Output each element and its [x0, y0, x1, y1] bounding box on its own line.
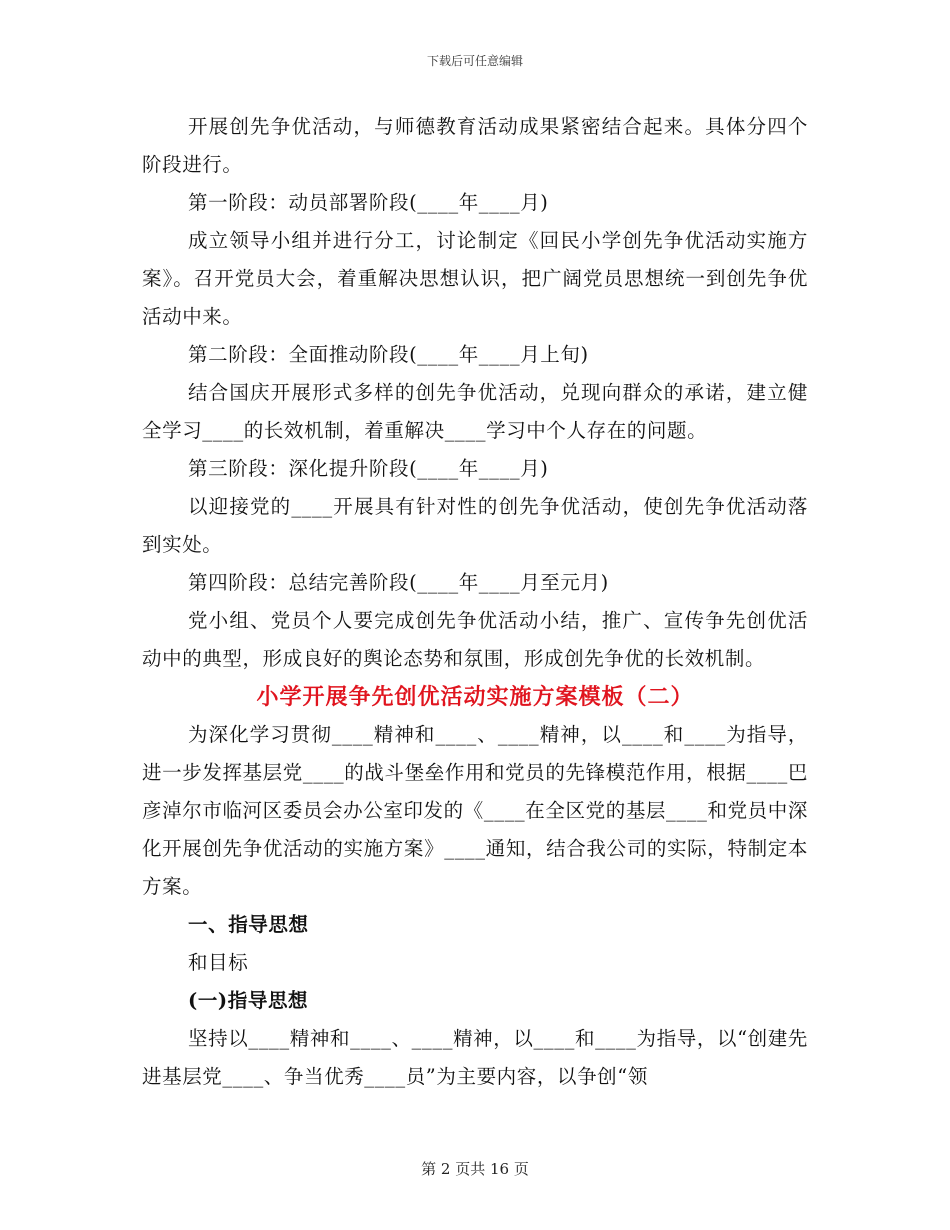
- page-header: 下载后可任意编辑: [426, 54, 523, 68]
- paragraph: 和目标: [188, 951, 249, 974]
- paragraph: 为深化学习贯彻____精神和____、____精神，以____和____为指导，进一步发挥基层党____的战斗堡垒作用和党员的先锋模范作用，根据____巴彦淖尔市临河区委员会办公室印发的《____在全区党的基层____和党员中深化开展创先争优活动的实施方案》____通知，结合我公司的实际，特制定本方案。: [142, 723, 808, 898]
- page-footer: 第 2 页共 16 页: [421, 1160, 529, 1178]
- paragraph: 开展创先争优活动，与师德教育活动成果紧密结合起来。具体分四个阶段进行。: [142, 115, 808, 176]
- section-title: 小学开展争先创优活动实施方案模板（二）: [256, 684, 694, 710]
- stage-heading: 第四阶段：总结完善阶段(____年____月至元月): [188, 571, 609, 594]
- paragraph: 以迎接党的____开展具有针对性的创先争优活动，使创先争优活动落到实处。: [142, 495, 808, 556]
- paragraph: 结合国庆开展形式多样的创先争优活动，兑现向群众的承诺，建立健全学习____的长效机制，着重解决____学习中个人存在的问题。: [142, 381, 808, 442]
- heading-guiding-thought: 一、指导思想: [188, 913, 309, 936]
- subheading-guiding-thought: (一)指导思想: [188, 989, 309, 1012]
- stage-heading: 第三阶段：深化提升阶段(____年____月): [188, 457, 549, 480]
- document-body: [142, 108, 808, 1096]
- paragraph: 党小组、党员个人要完成创先争优活动小结，推广、宣传争先创优活动中的典型，形成良好的舆论态势和氛围，形成创先争优的长效机制。: [142, 609, 808, 670]
- stage-heading: 第二阶段：全面推动阶段(____年____月上旬): [188, 343, 589, 366]
- paragraph: 坚持以____精神和____、____精神，以____和____为指导，以“创建先进基层党____、争当优秀____员”为主要内容，以争创“领: [142, 1027, 808, 1088]
- paragraph: 成立领导小组并进行分工，讨论制定《回民小学创先争优活动实施方案》。召开党员大会，着重解决思想认识，把广阔党员思想统一到创先争优活动中来。: [142, 229, 808, 328]
- stage-heading: 第一阶段：动员部署阶段(____年____月): [188, 191, 549, 214]
